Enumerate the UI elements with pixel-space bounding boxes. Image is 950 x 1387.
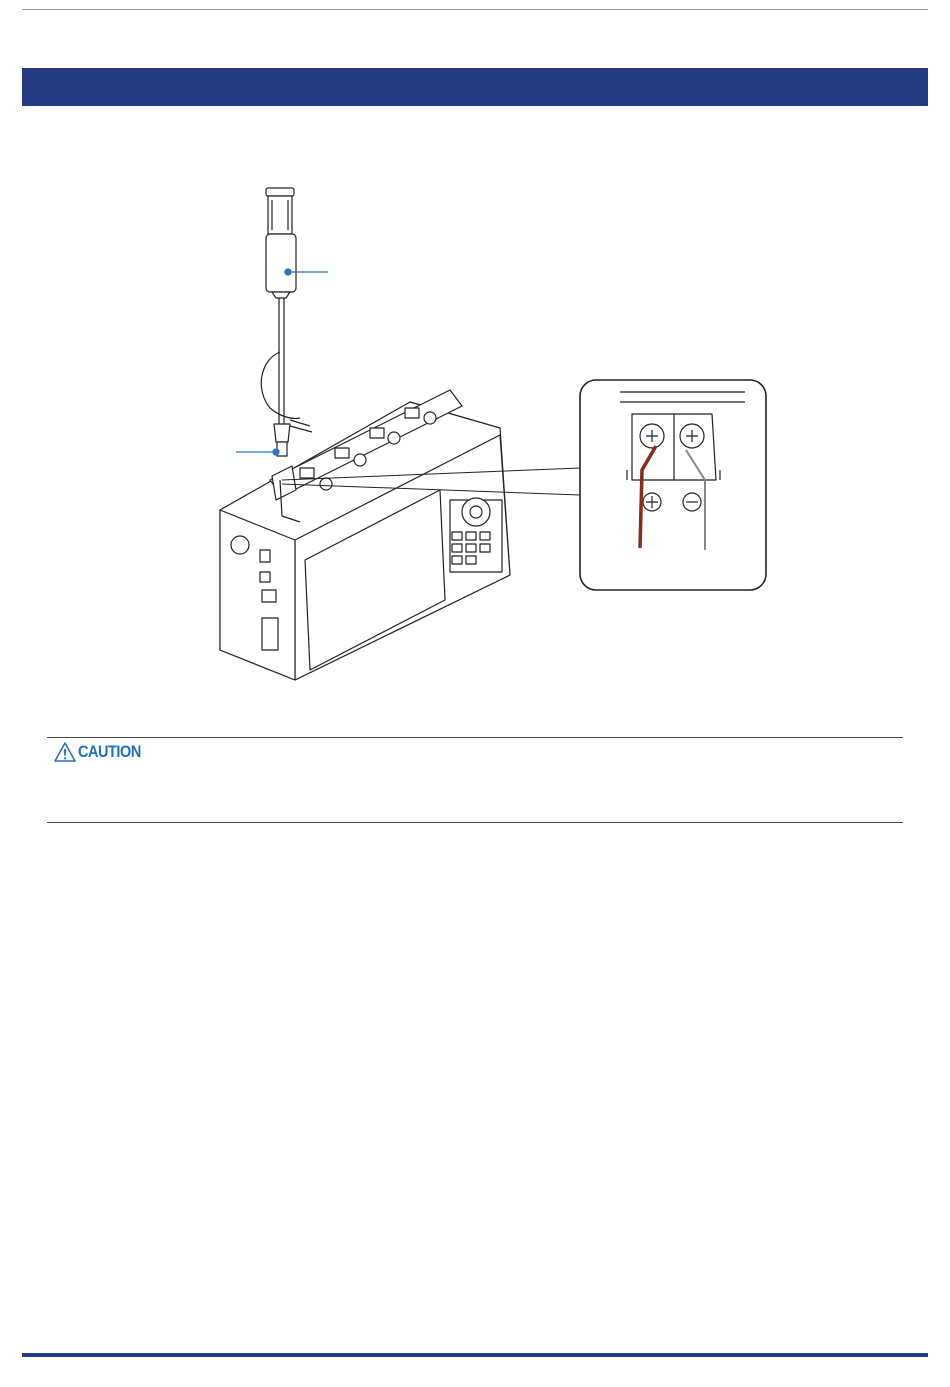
humidity-probe (261, 188, 312, 456)
caution-heading (54, 742, 152, 762)
caution-top-rule (47, 737, 903, 738)
section-title-band (22, 68, 928, 106)
top-rule (22, 9, 928, 10)
data-logger-device (220, 390, 510, 680)
caution-bottom-rule (47, 822, 903, 823)
footer-band (22, 1353, 928, 1357)
connection-illustration (200, 180, 790, 700)
caution-label: CAUTION (78, 742, 141, 761)
warning-triangle-icon (54, 742, 76, 762)
